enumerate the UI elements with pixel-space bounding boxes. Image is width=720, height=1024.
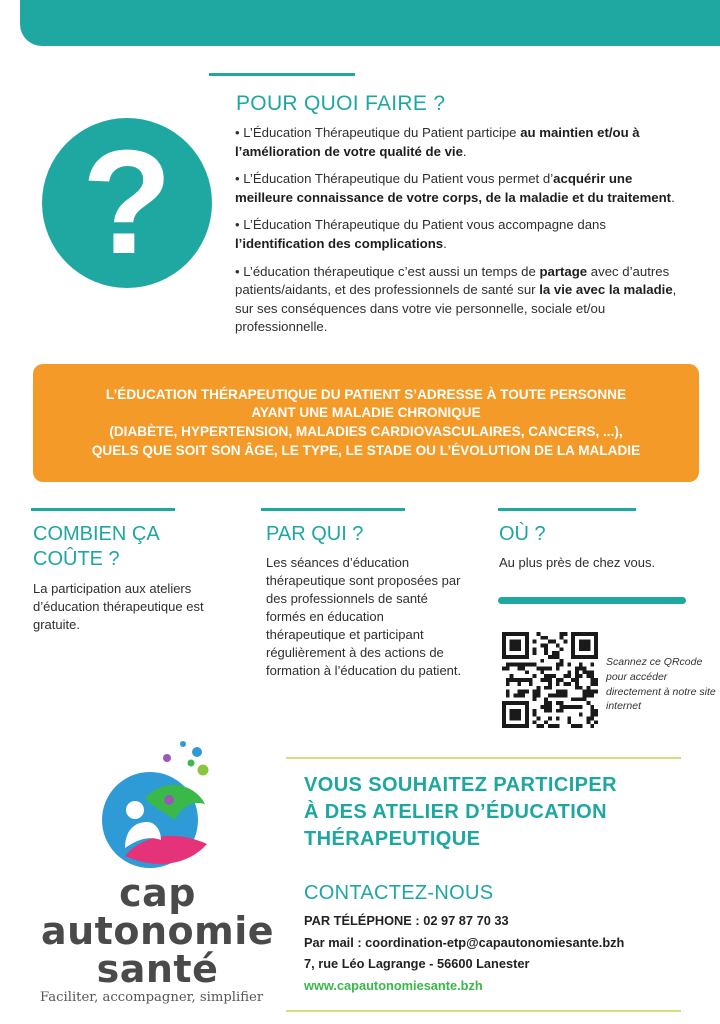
section-divider [209, 73, 355, 76]
section-divider [286, 757, 681, 759]
section-divider [286, 1010, 681, 1012]
section-divider [261, 508, 405, 511]
title-line: COMBIEN ÇA [33, 523, 160, 545]
question-mark-icon: ? [81, 120, 173, 285]
logo-wordmark [30, 871, 285, 991]
bullet-item: • L’éducation thérapeutique c’est aussi un temps de partage avec d’autres patients/aidants, et des professionnels de santé sur la vie avec la maladie, sur ses conséquences dans votre vie personnelle, sociale et/ou professionnelle. [235, 263, 677, 335]
website-link[interactable]: www.capautonomiesante.bzh [304, 978, 483, 993]
logo-small-head [164, 795, 174, 805]
cta-line: À DES ATELIER D’ÉDUCATION [304, 801, 607, 823]
logo-dot [163, 754, 171, 762]
bullet-item: • L’Éducation Thérapeutique du Patient participe au maintien et/ou à l’amélioration de votre qualité de vie. [235, 125, 640, 159]
bullet-item: • L’Éducation Thérapeutique du Patient vous permet d’acquérir une meilleure connaissance de votre corps, de la maladie et du traitement. [235, 171, 675, 205]
section-title-par-qui: PAR QUI ? [266, 523, 364, 545]
pour-quoi-faire-body [235, 124, 685, 346]
highlight-line: L’ÉDUCATION THÉRAPEUTIQUE DU PATIENT S’ADRESSE À TOUTE PERSONNE [105, 386, 627, 402]
call-to-action-title [304, 772, 684, 853]
logo-dot [188, 760, 195, 767]
logo-figure-head [126, 801, 144, 819]
bullet-item: • L’Éducation Thérapeutique du Patient vous accompagne dans l’identification des complications. [235, 217, 606, 251]
contact-address: 7, rue Léo Lagrange - 56600 Lanester [304, 956, 530, 971]
section-title-combien [33, 522, 233, 572]
contact-title: CONTACTEZ-NOUS [304, 882, 494, 904]
highlight-line: AYANT UNE MALADIE CHRONIQUE [251, 405, 481, 421]
par-qui-text: Les séances d’éducation thérapeutique sont proposées par des professionnels de santé formés en éducation thérapeutique et participant régulièrement à des actions de formation à l’éducation du patient. [266, 555, 462, 678]
combien-text: La participation aux ateliers d’éducation thérapeutique est gratuite. [33, 581, 204, 632]
contact-phone[interactable]: PAR TÉLÉPHONE : 02 97 87 70 33 [304, 913, 509, 928]
cap-autonomie-sante-logo [95, 738, 225, 878]
section-divider [31, 508, 175, 511]
contact-email[interactable]: Par mail : coordination-etp@capautonomiesante.bzh [304, 935, 625, 950]
section-title-pour-quoi-faire: POUR QUOI FAIRE ? [236, 92, 446, 115]
logo-text-sante: santé [96, 947, 219, 991]
section-divider [498, 508, 636, 511]
highlight-box [33, 364, 699, 482]
ou-text: Au plus près de chez vous. [499, 555, 656, 570]
cta-line: VOUS SOUHAITEZ PARTICIPER [304, 774, 617, 796]
logo-tagline: Faciliter, accompagner, simplifier [40, 990, 264, 1005]
top-banner [20, 0, 720, 46]
qr-code[interactable] [502, 632, 598, 728]
highlight-line: QUELS QUE SOIT SON ÂGE, LE TYPE, LE STADE OU L’ÉVOLUTION DE LA MALADIE [91, 442, 641, 458]
highlight-line: (DIABÈTE, HYPERTENSION, MALADIES CARDIOVASCULAIRES, CANCERS, ...), [109, 424, 623, 439]
logo-dot [180, 741, 186, 747]
title-line: COÛTE ? [33, 548, 120, 570]
cta-line: THÉRAPEUTIQUE [304, 828, 481, 850]
qr-caption: Scannez ce QRcode pour accéder directement à notre site internet [606, 656, 716, 713]
logo-dot [192, 747, 202, 757]
logo-text-autonomie: autonomie [40, 909, 275, 953]
accent-bar [498, 597, 686, 604]
section-title-ou: OÙ ? [499, 523, 546, 545]
logo-dot [198, 765, 209, 776]
logo-text-cap: cap [119, 871, 196, 915]
